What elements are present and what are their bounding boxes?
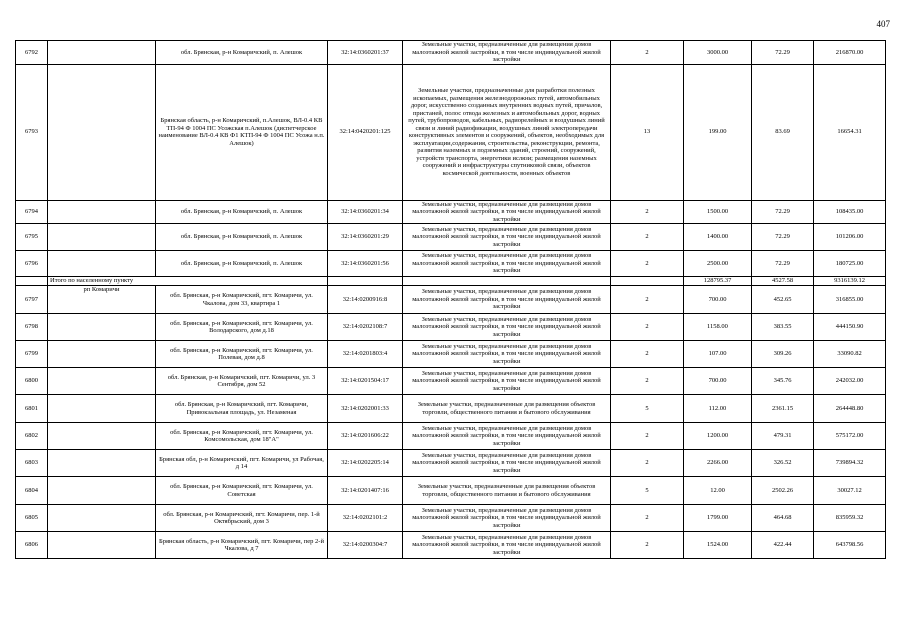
address-cell: обл. Брянская, р-н Комаричский, пгт. Комаричи, Привокзальная площадь, ул. Незаменая bbox=[156, 395, 328, 423]
specific-value-cell: 72.29 bbox=[752, 200, 814, 224]
cadastral-value-cell: 101206.00 bbox=[814, 224, 886, 251]
area-cell: 12.00 bbox=[684, 477, 752, 505]
permitted-use-cell: Земельные участки, предназначенные для размещения домов малоэтажной жилой застройки, в том числе индивидуальной жилой застройки bbox=[403, 251, 611, 277]
cadastral-number-cell: 32:14:0201606:22 bbox=[328, 423, 403, 450]
table-body bbox=[16, 41, 886, 559]
specific-value-cell: 72.29 bbox=[752, 251, 814, 277]
permitted-use-cell: Земельные участки, предназначенные для разработки полезных ископаемых, размещения железнодорожных путей, автомобильных дорог, искусственно созданных внутренних водных путей, причалов, пристаней, полос отвода железных и автомобильных дорог, водных путей, трубопроводов, кабельных, радиорелейных и воздушных линий связи и линий радиофикации, воздушных линий электропередачи конструктивных элементов и сооружений, объектов, необходимых для эксплуатации,содержания, строительства, реконструкции, ремонта, развития наземных и подземных зданий, строений, сооружений, устройств транспорта, энергетики ислязи; размещения наземных сооружений и инфраструктуры спутниковой связи, объектов космической деятельности, военных объектов bbox=[403, 64, 611, 200]
row-number: 6806 bbox=[16, 532, 48, 559]
table-row bbox=[16, 286, 886, 314]
specific-value-cell: 326.52 bbox=[752, 450, 814, 477]
table-row bbox=[16, 423, 886, 450]
group-cell: 2 bbox=[611, 423, 684, 450]
address-cell: Брянская область, р-н Комаричский, пгт. Комаричи, пер 2-й Чкалова, д 7 bbox=[156, 532, 328, 559]
cadastral-number-cell: 32:14:0202101:2 bbox=[328, 505, 403, 532]
specific-value-cell: 2502.26 bbox=[752, 477, 814, 505]
cadastral-value-cell: 835959.32 bbox=[814, 505, 886, 532]
cadastral-number-cell: 32:14:0420201:125 bbox=[328, 64, 403, 200]
page-number: 407 bbox=[876, 19, 890, 29]
cadastral-number-cell: 32:14:0360201:29 bbox=[328, 224, 403, 251]
cadastral-number-cell: 32:14:0202001:33 bbox=[328, 395, 403, 423]
address-cell: обл. Брянская, р-н Комаричский, п. Алешок bbox=[156, 200, 328, 224]
area-cell: 2500.00 bbox=[684, 251, 752, 277]
row-number: 6801 bbox=[16, 395, 48, 423]
total-row bbox=[16, 277, 886, 286]
row-number: 6804 bbox=[16, 477, 48, 505]
area-cell: 1158.00 bbox=[684, 314, 752, 341]
permitted-use-cell: Земельные участки, предназначенные для размещения домов малоэтажной жилой застройки, в том числе индивидуальной жилой застройки bbox=[403, 505, 611, 532]
group-cell: 2 bbox=[611, 41, 684, 65]
specific-value-cell: 383.55 bbox=[752, 314, 814, 341]
table-row bbox=[16, 341, 886, 368]
settlement-cell bbox=[48, 314, 156, 341]
cadastral-value-cell: 264448.80 bbox=[814, 395, 886, 423]
group-cell: 5 bbox=[611, 395, 684, 423]
settlement-cell bbox=[48, 532, 156, 559]
permitted-use-cell: Земельные участки, предназначенные для размещения объектов торговли, общественного питания и бытового обслуживания bbox=[403, 477, 611, 505]
row-number: 6803 bbox=[16, 450, 48, 477]
group-cell: 2 bbox=[611, 286, 684, 314]
row-number: 6799 bbox=[16, 341, 48, 368]
group-cell: 2 bbox=[611, 314, 684, 341]
permitted-use-cell: Земельные участки, предназначенные для размещения домов малоэтажной жилой застройки, в том числе индивидуальной жилой застройки bbox=[403, 368, 611, 395]
total-cadastral-value: 9316139.12 bbox=[814, 277, 886, 286]
settlement-cell bbox=[48, 505, 156, 532]
cadastral-value-cell: 739894.32 bbox=[814, 450, 886, 477]
specific-value-cell: 479.31 bbox=[752, 423, 814, 450]
group-cell: 2 bbox=[611, 505, 684, 532]
area-cell: 700.00 bbox=[684, 368, 752, 395]
area-cell: 1400.00 bbox=[684, 224, 752, 251]
table-row bbox=[16, 224, 886, 251]
row-number: 6793 bbox=[16, 64, 48, 200]
total-label: Итого по населенному пункту bbox=[48, 277, 328, 286]
cadastral-number-cell: 32:14:0202108:7 bbox=[328, 314, 403, 341]
cadastral-number-cell: 32:14:0201407:16 bbox=[328, 477, 403, 505]
cadastral-value-cell: 444150.90 bbox=[814, 314, 886, 341]
cadastral-number-cell: 32:14:0360201:56 bbox=[328, 251, 403, 277]
row-number: 6794 bbox=[16, 200, 48, 224]
specific-value-cell: 72.29 bbox=[752, 224, 814, 251]
specific-value-cell: 345.76 bbox=[752, 368, 814, 395]
cadastral-value-cell: 108435.00 bbox=[814, 200, 886, 224]
area-cell: 1799.00 bbox=[684, 505, 752, 532]
table-row bbox=[16, 251, 886, 277]
group-cell: 2 bbox=[611, 368, 684, 395]
permitted-use-cell: Земельные участки, предназначенные для размещения домов малоэтажной жилой застройки, в том числе индивидуальной жилой застройки bbox=[403, 450, 611, 477]
cadastral-value-cell: 30027.12 bbox=[814, 477, 886, 505]
permitted-use-cell: Земельные участки, предназначенные для размещения объектов торговли, общественного питания и бытового обслуживания bbox=[403, 395, 611, 423]
table-row bbox=[16, 314, 886, 341]
permitted-use-cell: Земельные участки, предназначенные для размещения домов малоэтажной жилой застройки, в том числе индивидуальной жилой застройки bbox=[403, 224, 611, 251]
settlement-cell bbox=[48, 200, 156, 224]
group-cell: 5 bbox=[611, 477, 684, 505]
row-number: 6792 bbox=[16, 41, 48, 65]
area-cell: 1524.00 bbox=[684, 532, 752, 559]
permitted-use-cell: Земельные участки, предназначенные для размещения домов малоэтажной жилой застройки, в том числе индивидуальной жилой застройки bbox=[403, 314, 611, 341]
row-number: 6798 bbox=[16, 314, 48, 341]
table-row bbox=[16, 505, 886, 532]
cadastral-value-table bbox=[15, 40, 886, 559]
specific-value-cell: 83.69 bbox=[752, 64, 814, 200]
cadastral-value-cell: 216870.00 bbox=[814, 41, 886, 65]
group-cell: 2 bbox=[611, 450, 684, 477]
permitted-use-cell: Земельные участки, предназначенные для размещения домов малоэтажной жилой застройки, в том числе индивидуальной жилой застройки bbox=[403, 423, 611, 450]
specific-value-cell: 452.65 bbox=[752, 286, 814, 314]
address-cell: обл. Брянская, р-н Комаричский, пгт. Комаричи, ул. Володарского, дом д.18 bbox=[156, 314, 328, 341]
permitted-use-cell: Земельные участки, предназначенные для размещения домов малоэтажной жилой застройки, в том числе индивидуальной жилой застройки bbox=[403, 286, 611, 314]
row-number: 6800 bbox=[16, 368, 48, 395]
area-cell: 1500.00 bbox=[684, 200, 752, 224]
address-cell: обл. Брянская, р-н Комаричский, пгт. Комаричи, ул. Комсомольская, дом 18"А" bbox=[156, 423, 328, 450]
row-number: 6802 bbox=[16, 423, 48, 450]
specific-value-cell: 72.29 bbox=[752, 41, 814, 65]
area-cell: 112.00 bbox=[684, 395, 752, 423]
table-row bbox=[16, 64, 886, 200]
settlement-cell bbox=[48, 423, 156, 450]
row-number: 6805 bbox=[16, 505, 48, 532]
cadastral-value-cell: 316855.00 bbox=[814, 286, 886, 314]
cadastral-value-cell: 16654.31 bbox=[814, 64, 886, 200]
cadastral-value-cell: 643798.56 bbox=[814, 532, 886, 559]
area-cell: 199.00 bbox=[684, 64, 752, 200]
row-number: 6796 bbox=[16, 251, 48, 277]
specific-value-cell: 2361.15 bbox=[752, 395, 814, 423]
cadastral-number-cell: 32:14:0201504:17 bbox=[328, 368, 403, 395]
area-cell: 107.00 bbox=[684, 341, 752, 368]
group-cell: 2 bbox=[611, 532, 684, 559]
area-cell: 700.00 bbox=[684, 286, 752, 314]
cadastral-number-cell: 32:14:0200304:7 bbox=[328, 532, 403, 559]
settlement-cell bbox=[48, 477, 156, 505]
permitted-use-cell: Земельные участки, предназначенные для размещения домов малоэтажной жилой застройки, в том числе индивидуальной жилой застройки bbox=[403, 200, 611, 224]
row-number: 6795 bbox=[16, 224, 48, 251]
permitted-use-cell: Земельные участки, предназначенные для размещения домов малоэтажной жилой застройки, в том числе индивидуальной жилой застройки bbox=[403, 532, 611, 559]
group-cell: 2 bbox=[611, 251, 684, 277]
total-area: 128795.37 bbox=[684, 277, 752, 286]
address-cell: обл. Брянская, р-н Комаричский, пгт. Комаричи, ул. Чкалова, дом 33, квартира 1 bbox=[156, 286, 328, 314]
cadastral-number-cell: 32:14:0202205:14 bbox=[328, 450, 403, 477]
address-cell: обл. Брянская, р-н Комаричский, п. Алешок bbox=[156, 251, 328, 277]
table-row bbox=[16, 450, 886, 477]
settlement-cell bbox=[48, 395, 156, 423]
settlement-cell bbox=[48, 368, 156, 395]
cadastral-number-cell: 32:14:0200916:8 bbox=[328, 286, 403, 314]
cadastral-number-cell: 32:14:0201803:4 bbox=[328, 341, 403, 368]
area-cell: 1200.00 bbox=[684, 423, 752, 450]
cadastral-value-cell: 33090.82 bbox=[814, 341, 886, 368]
group-cell: 13 bbox=[611, 64, 684, 200]
address-cell: обл. Брянская, р-н Комаричский, пгт. Комаричи, ул. 3 Сентября, дом 52 bbox=[156, 368, 328, 395]
area-cell: 3000.00 bbox=[684, 41, 752, 65]
specific-value-cell: 309.26 bbox=[752, 341, 814, 368]
settlement-cell bbox=[48, 41, 156, 65]
address-cell: обл. Брянская, р-н Комаричский, пгт. Комаричи, ул. Советская bbox=[156, 477, 328, 505]
settlement-cell bbox=[48, 341, 156, 368]
address-cell: Брянская область, р-н Комаричский, п.Алешок, ВЛ-0.4 КВ ТП-94 Ф 1004 ПС Усожская п.Алешок (диспетчерское наименование ВЛ-0.4 КВ Ф1 КТП-94 Ф 1004 ПС Усожа н.п. Алешок) bbox=[156, 64, 328, 200]
cadastral-value-cell: 242032.00 bbox=[814, 368, 886, 395]
group-cell: 2 bbox=[611, 200, 684, 224]
group-cell: 2 bbox=[611, 224, 684, 251]
cadastral-value-cell: 575172.00 bbox=[814, 423, 886, 450]
settlement-cell bbox=[48, 450, 156, 477]
table-row bbox=[16, 41, 886, 65]
total-specific-value: 4527.58 bbox=[752, 277, 814, 286]
permitted-use-cell: Земельные участки, предназначенные для размещения домов малоэтажной жилой застройки, в том числе индивидуальной жилой застройки bbox=[403, 41, 611, 65]
area-cell: 2266.00 bbox=[684, 450, 752, 477]
table-row bbox=[16, 200, 886, 224]
cadastral-value-cell: 180725.00 bbox=[814, 251, 886, 277]
table-row bbox=[16, 477, 886, 505]
settlement-cell bbox=[48, 251, 156, 277]
address-cell: обл. Брянская, р-н Комаричский, пгт. Комаричи, пер. 1-й Октябрьский, дом 3 bbox=[156, 505, 328, 532]
address-cell: обл. Брянская, р-н Комаричский, пгт. Комаричи, ул. Полевая, дом д.8 bbox=[156, 341, 328, 368]
table-row bbox=[16, 532, 886, 559]
address-cell: обл. Брянская, р-н Комаричский, п. Алешок bbox=[156, 224, 328, 251]
table-row bbox=[16, 368, 886, 395]
row-number: 6797 bbox=[16, 286, 48, 314]
cadastral-number-cell: 32:14:0360201:34 bbox=[328, 200, 403, 224]
table-row bbox=[16, 395, 886, 423]
address-cell: Брянская обл, р-н Комаричский, пгт. Комаричи, ул Рабочая, д 14 bbox=[156, 450, 328, 477]
settlement-cell: рп Комаричи bbox=[48, 286, 156, 314]
specific-value-cell: 422.44 bbox=[752, 532, 814, 559]
settlement-cell bbox=[48, 224, 156, 251]
settlement-cell bbox=[48, 64, 156, 200]
permitted-use-cell: Земельные участки, предназначенные для размещения домов малоэтажной жилой застройки, в том числе индивидуальной жилой застройки bbox=[403, 341, 611, 368]
cadastral-number-cell: 32:14:0360201:37 bbox=[328, 41, 403, 65]
specific-value-cell: 464.68 bbox=[752, 505, 814, 532]
group-cell: 2 bbox=[611, 341, 684, 368]
address-cell: обл. Брянская, р-н Комаричский, п. Алешок bbox=[156, 41, 328, 65]
